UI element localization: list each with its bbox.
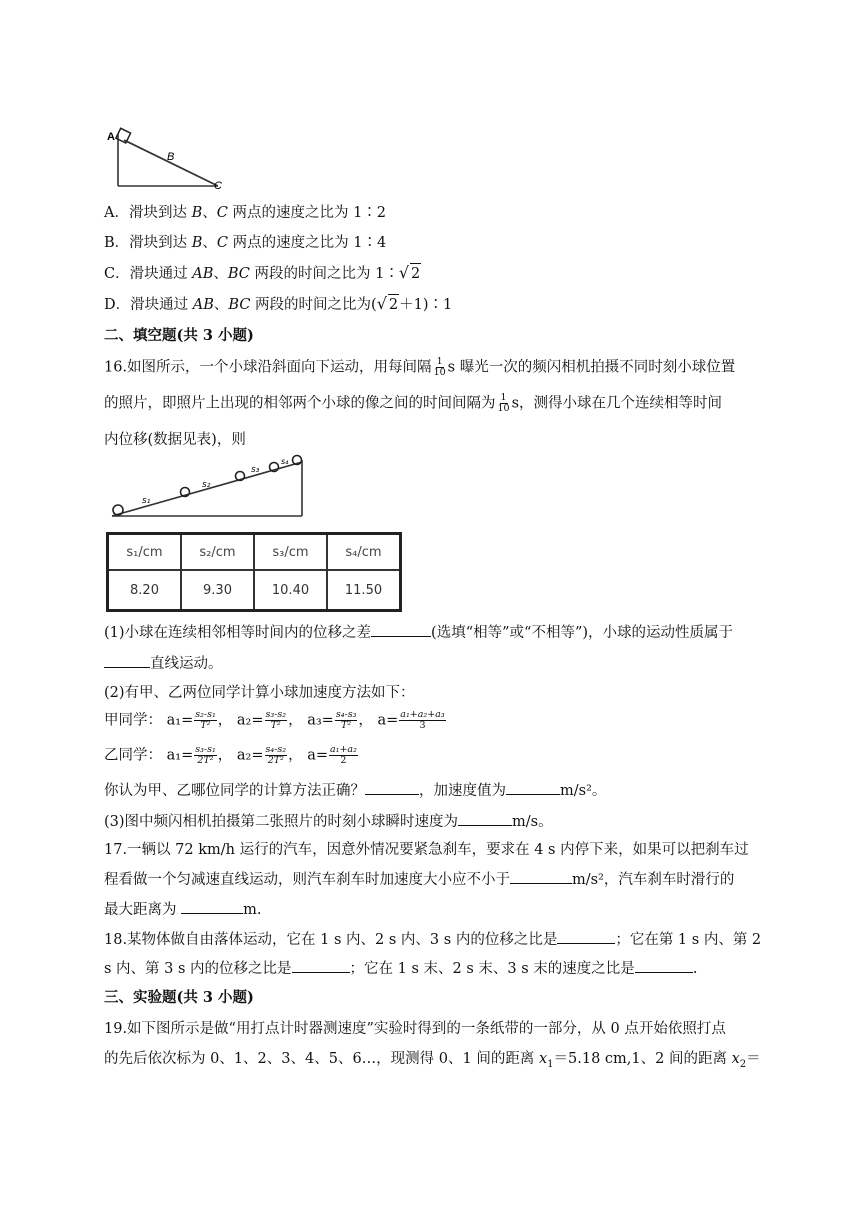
table-cell: 11.50 xyxy=(327,570,401,611)
answer-blank[interactable] xyxy=(635,958,693,973)
answer-blank[interactable] xyxy=(104,653,150,668)
answer-blank[interactable] xyxy=(506,780,560,795)
q17-line3: 最大距离为 m. xyxy=(104,899,261,920)
label-s4: s₄ xyxy=(281,457,289,466)
label-s3: s₃ xyxy=(251,465,260,475)
section-title-experiment: 三、实验题(共 3 小题) xyxy=(104,989,254,1006)
answer-blank[interactable] xyxy=(557,929,615,944)
q17-line2: 程看做一个匀减速直线运动，则汽车刹车时加速度大小应不小于 m/s²，汽车刹车时滑行的 xyxy=(104,869,734,890)
option-c: C．滑块通过 AB、BC 两段的时间之比为 1∶√ 2 xyxy=(104,263,421,282)
answer-blank[interactable] xyxy=(365,780,419,795)
yi-method: 乙同学： a₁= $\frac{\text{s₃-s₁}}{\text{2T²}}$ ， a₂= $\frac{\text{s₄-s₂}}{\text{2T²}}$ ， a= $\frac{\text{a₁+a₂}}{2}$ xyxy=(104,744,357,766)
q16-intro-line1: 16.如图所示，一个小球沿斜面向下运动，用每间隔 $\frac{1}{10}$ s 曝光一次的频闪相机拍摄不同时刻小球位置 xyxy=(104,356,736,378)
table-header-cell: s₄/cm xyxy=(327,534,401,571)
table-header-cell: s₂/cm xyxy=(181,534,254,571)
table-cell: 9.30 xyxy=(181,570,254,611)
q19-line1: 19.如下图所示是做“用打点计时器测速度”实验时得到的一条纸带的一部分，从 0 点开始依照打点 xyxy=(104,1021,726,1037)
jia-method: 甲同学： a₁= $\frac{\text{s₂-s₁}}{\text{T²}}$ ， a₂= $\frac{\text{s₃-s₂}}{\text{T²}}$ ， a₃= $\frac{\text{s₄-s₃}}{\text{T²}}$ ， a= $\frac{\text{a₁+a₂+a₃}}{3}$ xyxy=(104,709,445,731)
q19-line2: 的先后依次标为 0、1、2、3、4、5、6…，现测得 0、1 间的距离 $x_1=5.18$ cm,1、2 间的距离 $x_2=$ xyxy=(104,1051,761,1070)
q17-line1: 17.一辆以 72 km/h 运行的汽车，因意外情况要紧急刹车，要求在 4 s 内停下来，如果可以把刹车过 xyxy=(104,842,749,858)
option-d: D．滑块通过 AB、BC 两段的时间之比为(√ 2＋1)∶1 xyxy=(104,294,453,313)
label-b: B xyxy=(167,151,175,163)
q18-line2: s 内、第 3 s 内的位移之比是 ；它在 1 s 末、2 s 末、3 s 末的速度之比是 . xyxy=(104,958,697,979)
q16-part1-line1: (1)小球在连续相邻相等时间内的位移之差 (选填“相等”或“不相等”)，小球的运动性质属于 xyxy=(104,622,733,643)
table-header-row xyxy=(108,534,401,571)
q16-part2-line: (2)有甲、乙两位同学计算小球加速度方法如下： xyxy=(104,685,415,701)
q16-part3-line: (3)图中频闪相机拍摄第二张照片的时刻小球瞬时速度为 m/s。 xyxy=(104,811,553,832)
section-title-fill-blank: 二、填空题(共 3 小题) xyxy=(104,327,254,344)
q16-intro-line2: 的照片，即照片上出现的相邻两个小球的像之间的时间间隔为 $\frac{1}{10}$ s，测得小球在几个连续相等时间 xyxy=(104,392,723,414)
table-cell: 8.20 xyxy=(108,570,182,611)
q16-part1-line2: 直线运动。 xyxy=(104,653,223,674)
answer-blank[interactable] xyxy=(292,958,350,973)
table-header-cell: s₁/cm xyxy=(108,534,182,571)
q16-intro-line3: 内位移(数据见表)，则 xyxy=(104,432,246,448)
table-cell: 10.40 xyxy=(254,570,327,611)
answer-blank[interactable] xyxy=(510,869,572,884)
answer-blank[interactable] xyxy=(458,811,512,826)
answer-blank[interactable] xyxy=(371,622,431,637)
q18-line1: 18.某物体做自由落体运动，它在 1 s 内、2 s 内、3 s 内的位移之比是 ；它在第 1 s 内、第 2 xyxy=(104,929,761,950)
option-b: B．滑块到达 B、C 两点的速度之比为 1∶4 xyxy=(104,235,387,251)
table-row xyxy=(108,570,401,611)
q16-part2-question: 你认为甲、乙哪位同学的计算方法正确？ ，加速度值为 m/s²。 xyxy=(104,780,606,801)
label-c: C xyxy=(214,180,222,192)
label-a: A xyxy=(107,131,115,143)
incline-balls-figure-q16 xyxy=(108,454,308,520)
option-a: A．滑块到达 B、C 两点的速度之比为 1∶2 xyxy=(104,205,387,221)
label-s2: s₂ xyxy=(202,480,211,490)
incline-figure-q15 xyxy=(104,126,234,192)
table-header-cell: s₃/cm xyxy=(254,534,327,571)
answer-blank[interactable] xyxy=(181,899,243,914)
displacement-table xyxy=(106,532,402,612)
label-s1: s₁ xyxy=(142,496,151,506)
